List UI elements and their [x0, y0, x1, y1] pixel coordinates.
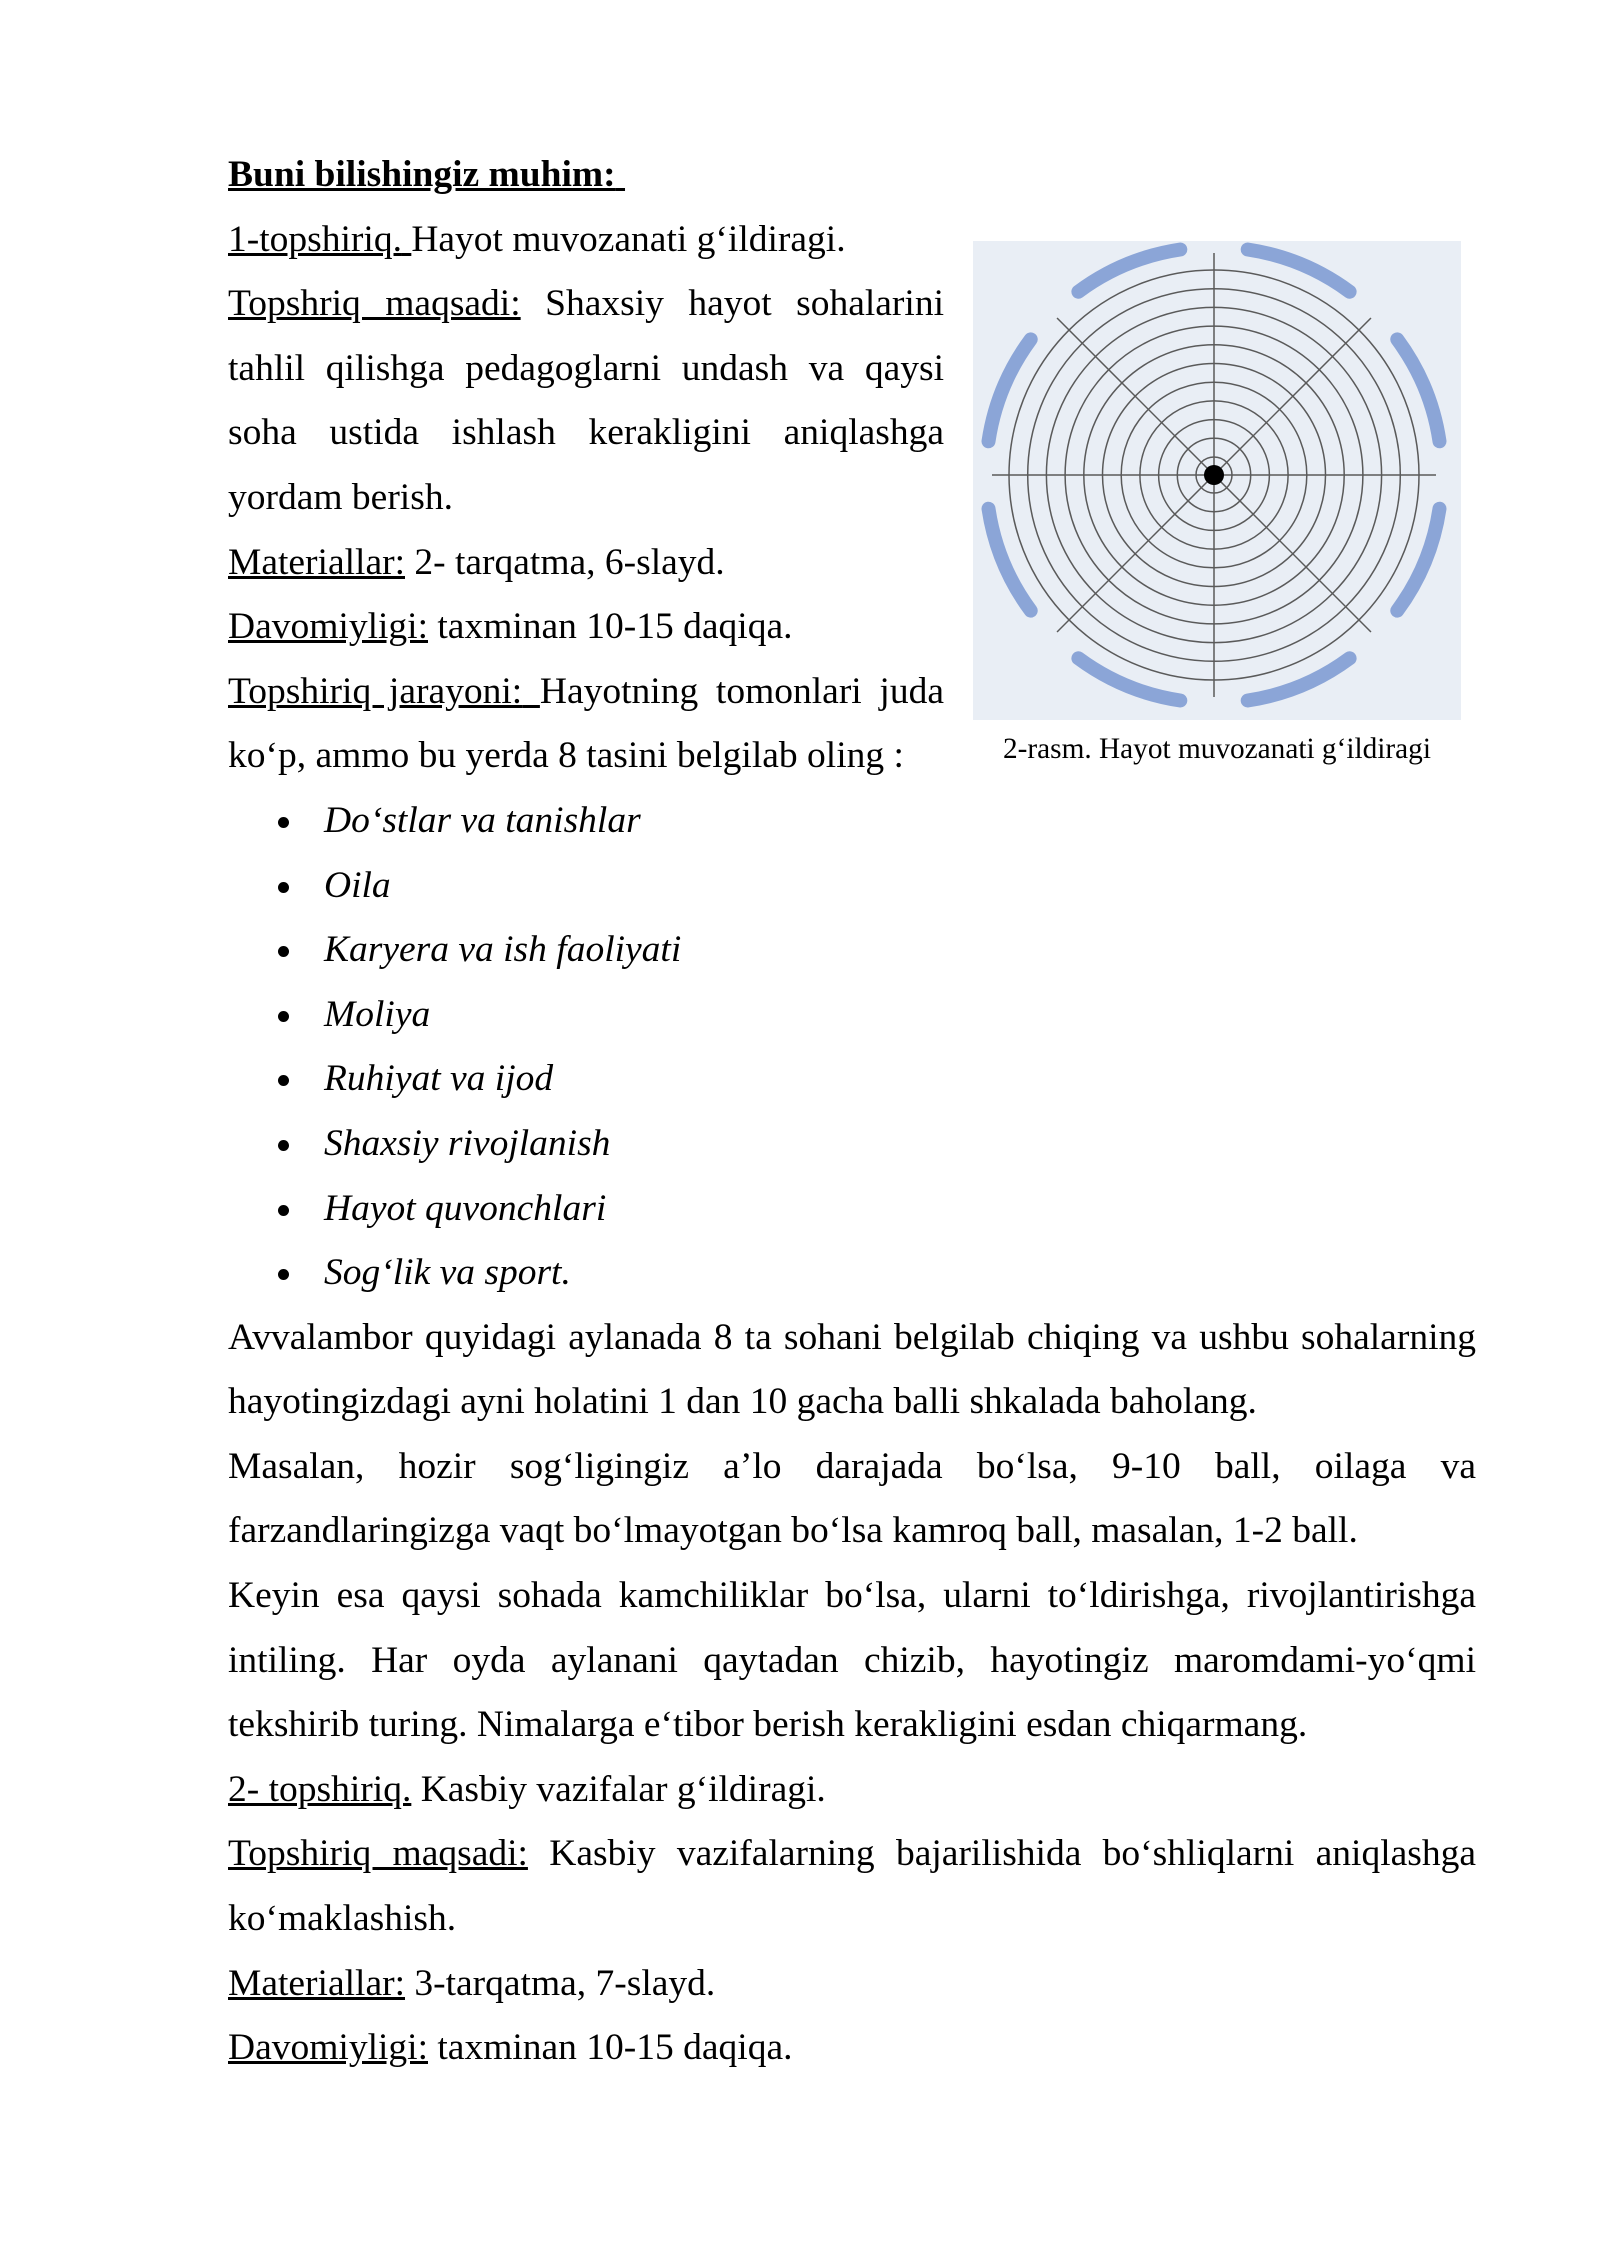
- task1-heading: [228, 208, 944, 273]
- task2-goal-text: Kasbiy vazifalarning bajarilishida bo‘shliqlarni aniqlashga ko‘maklashish.: [228, 1833, 1477, 1940]
- wheel-sector-arc: [1248, 250, 1350, 292]
- wheel-sector-arc: [1248, 658, 1350, 700]
- section-heading: [228, 143, 944, 208]
- task1-duration: [228, 595, 944, 660]
- life-balance-wheel-figure: [973, 241, 1461, 720]
- task1-goal-text: Shaxsiy hayot sohalarini tahlil qilishga pedagoglarni undash va qaysi soha ustida ishlash kerakligini aniqlashga yordam berish.: [228, 283, 945, 518]
- bullet-icon: [278, 882, 289, 893]
- task2-materials: [228, 1952, 1476, 2017]
- list-item-text: Hayot quvonchlari: [324, 1187, 607, 1229]
- list-item-text: Karyera va ish faoliyati: [324, 929, 682, 971]
- task2-heading: [228, 1758, 1476, 1823]
- wheel-sector-arc: [1397, 509, 1439, 611]
- list-item-text: Sog‘lik va sport.: [324, 1252, 571, 1294]
- list-item-text: Moliya: [324, 993, 431, 1035]
- figure-caption: 2-rasm. Hayot muvozanati g‘ildiragi: [1003, 733, 1431, 765]
- task1-process: [228, 660, 944, 789]
- task1-materials-label: Materiallar:: [228, 541, 405, 583]
- bullet-icon: [278, 1075, 289, 1086]
- wheel-sector-arc: [1397, 339, 1439, 441]
- wheel-sector-arc: [1078, 658, 1180, 700]
- bullet-icon: [278, 946, 289, 957]
- bullet-icon: [278, 1205, 289, 1216]
- task1-duration-text: taxminan 10-15 daqiqa.: [437, 606, 793, 648]
- task2-label: 2- topshiriq.: [228, 1768, 412, 1810]
- list-item: [228, 789, 1476, 854]
- task1-label: 1-topshiriq.: [228, 218, 402, 260]
- task1-goal: [228, 272, 944, 530]
- task1-process-label: Topshiriq jarayoni:: [228, 670, 523, 712]
- task1-goal-label: Topshriq maqsadi:: [228, 283, 521, 325]
- instruction-paragraph: Avvalambor quyidagi aylanada 8 ta sohani belgilab chiqing va ushbu sohalarning hayotingizdagi ayni holatini 1 dan 10 gacha balli shkalada baholang.: [228, 1316, 1476, 1423]
- list-item: [228, 983, 1476, 1048]
- task1-title: Hayot muvozanati g‘ildiragi.: [411, 218, 846, 260]
- list-item-text: Do‘stlar va tanishlar: [324, 799, 641, 841]
- list-item: [228, 854, 1476, 919]
- task2-duration-label: Davomiyligi:: [228, 2027, 428, 2069]
- task2-duration: [228, 2016, 1476, 2081]
- bullet-icon: [278, 817, 289, 828]
- task2-goal-label: Topshiriq maqsadi:: [228, 1833, 528, 1875]
- task2-duration-text: taxminan 10-15 daqiqa.: [437, 2027, 793, 2069]
- bullet-icon: [278, 1140, 289, 1151]
- task1-duration-label: Davomiyligi:: [228, 606, 428, 648]
- task2-materials-label: Materiallar:: [228, 1962, 405, 2004]
- list-item-text: Shaxsiy rivojlanish: [324, 1122, 611, 1164]
- instruction-paragraph: Masalan, hozir sog‘ligingiz a’lo darajada bo‘lsa, 9-10 ball, oilaga va farzandlaringizga vaqt bo‘lmayotgan bo‘lsa kamroq ball, masalan, 1-2 ball.: [228, 1445, 1476, 1552]
- list-item-text: Oila: [324, 864, 391, 906]
- list-item: [228, 1047, 1476, 1112]
- task1-materials: [228, 531, 944, 596]
- section-heading-text: Buni bilishingiz muhim:: [228, 154, 616, 195]
- wheel-sector-arc: [989, 509, 1031, 611]
- list-item-text: Ruhiyat va ijod: [324, 1058, 554, 1100]
- list-item: [228, 1241, 1476, 1306]
- instruction-paragraph: Keyin esa qaysi sohada kamchiliklar bo‘lsa, ularni to‘ldirishga, rivojlantirishga intiling. Har oyda aylanani qaytadan chizib, hayotingiz maromdami-yo‘qmi tekshirib turing. Nimalarga e‘tibor berish kerakligini esdan chiqarmang.: [228, 1575, 1476, 1746]
- task1-process-text: Hayotning tomonlari juda ko‘p, ammo bu yerda 8 tasini belgilab oling :: [228, 670, 944, 777]
- wheel-center-dot: [1204, 465, 1224, 485]
- list-item: [228, 1112, 1476, 1177]
- task1-materials-text: 2- tarqatma, 6-slayd.: [414, 541, 725, 583]
- list-item: [228, 918, 1476, 983]
- bullet-icon: [278, 1269, 289, 1280]
- wheel-sector-arc: [1078, 250, 1180, 292]
- task1-intro-column: [228, 143, 944, 789]
- life-balance-wheel-icon: [973, 241, 1461, 720]
- life-areas-list: [228, 789, 1476, 1306]
- task2-goal: [228, 1822, 1476, 1951]
- task2-materials-text: 3-tarqatma, 7-slayd.: [414, 1962, 716, 2004]
- list-item: [228, 1177, 1476, 1242]
- task2-title: Kasbiy vazifalar g‘ildiragi.: [420, 1768, 826, 1810]
- wheel-sector-arc: [989, 339, 1031, 441]
- bullet-icon: [278, 1011, 289, 1022]
